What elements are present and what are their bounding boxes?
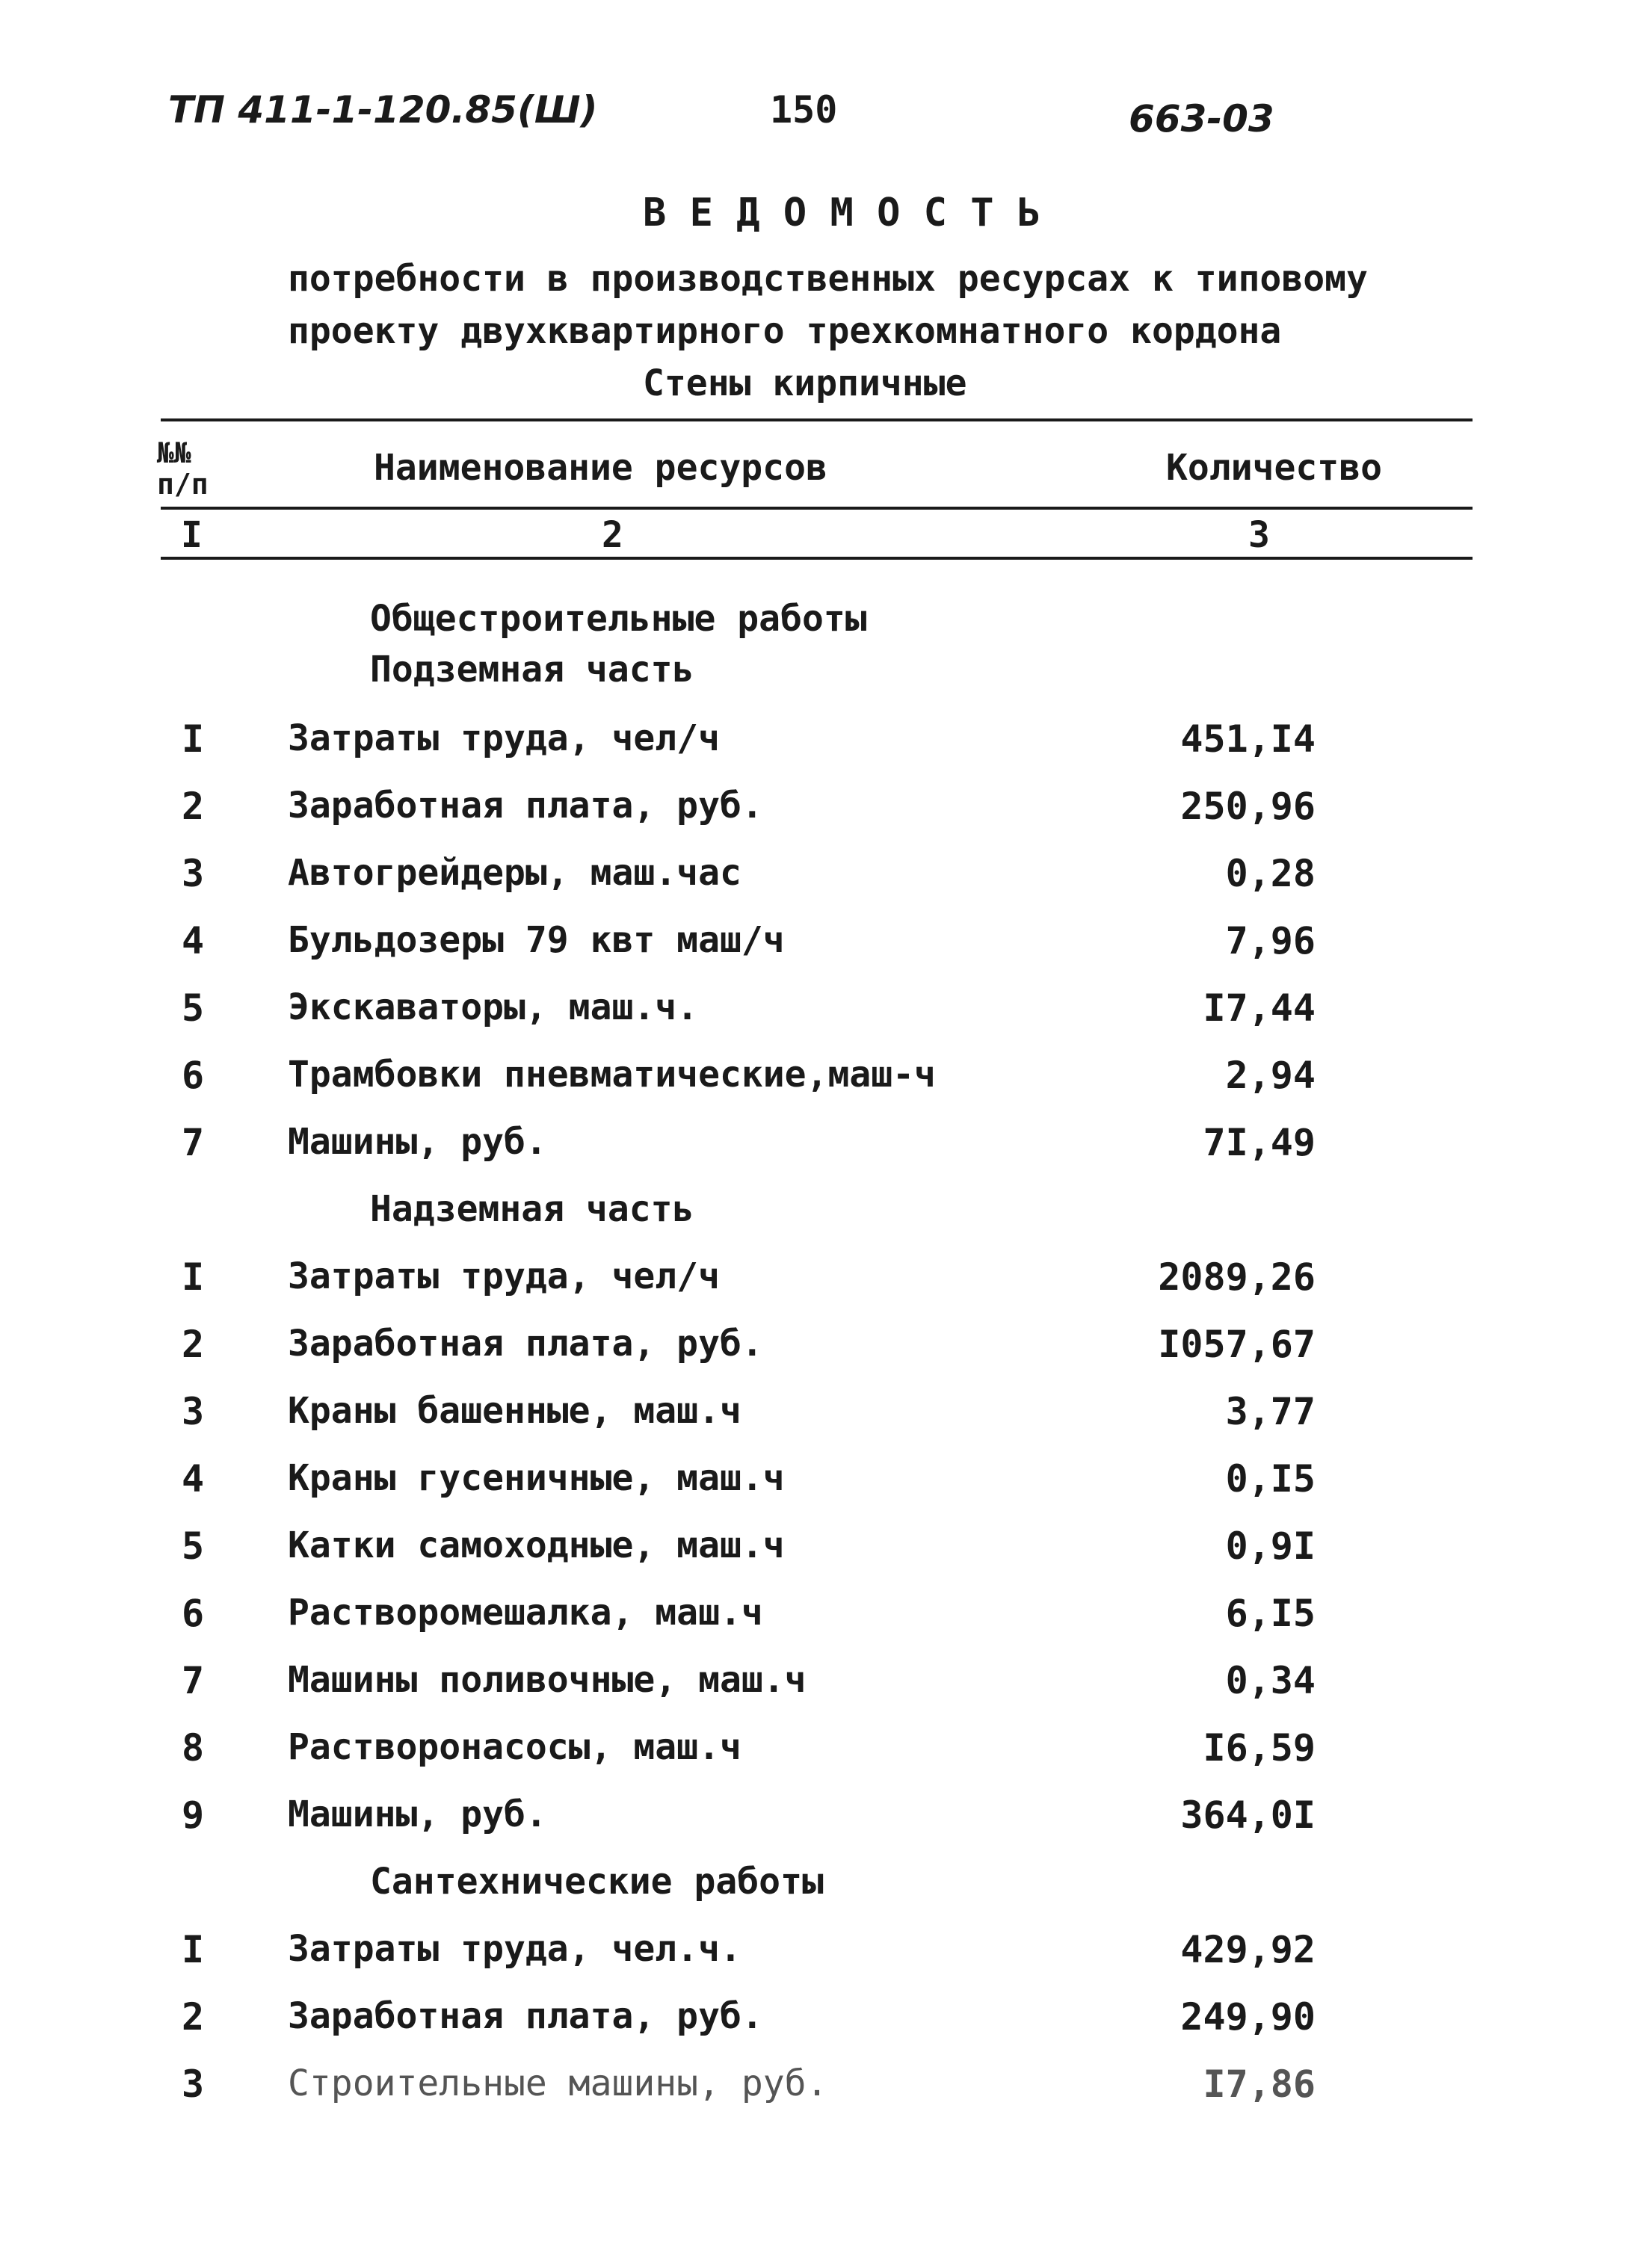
resource-quantity: 2089,26 <box>1158 1255 1316 1299</box>
resource-name: Строительные машины, руб. <box>288 2062 828 2104</box>
resource-name: Заработная плата, руб. <box>288 1995 763 2037</box>
resource-quantity: 250,96 <box>1180 785 1316 828</box>
resource-name: Растворомешалка, маш.ч <box>288 1592 763 1634</box>
resource-quantity: 3,77 <box>1225 1390 1316 1433</box>
row-number: 5 <box>181 1524 205 1568</box>
row-number: 7 <box>181 1659 205 1702</box>
sheet-code: 663-03 <box>1129 97 1274 140</box>
row-number: 6 <box>181 1592 205 1635</box>
resource-name: Машины, руб. <box>288 1793 547 1835</box>
section-title: Сантехнические работы <box>370 1861 824 1903</box>
row-number: I <box>181 1928 205 1971</box>
row-number: 6 <box>181 1054 205 1097</box>
resource-name: Краны гусеничные, маш.ч <box>288 1457 785 1499</box>
resource-name: Затраты труда, чел.ч. <box>288 1928 741 1970</box>
resource-name: Катки самоходные, маш.ч <box>288 1524 785 1566</box>
resource-quantity: 0,28 <box>1225 852 1316 895</box>
row-number: I <box>181 1255 205 1299</box>
resource-quantity: 7I,49 <box>1203 1121 1316 1164</box>
section-title: Общестроительные работы <box>370 598 867 640</box>
column-header-number: №№ п/п <box>157 436 209 501</box>
resource-quantity: I6,59 <box>1203 1726 1316 1770</box>
subsection-title: Подземная часть <box>370 649 694 690</box>
resource-quantity: 2,94 <box>1225 1054 1316 1097</box>
row-number: 3 <box>181 2062 205 2106</box>
resource-quantity: 364,0I <box>1180 1793 1316 1837</box>
table-top-rule <box>161 418 1473 421</box>
title-line-3: Стены кирпичные <box>643 362 967 404</box>
row-number: 7 <box>181 1121 205 1164</box>
resource-name: Краны башенные, маш.ч <box>288 1390 741 1432</box>
column-number-2: 2 <box>602 514 623 556</box>
row-number: I <box>181 717 205 761</box>
resource-name: Автогрейдеры, маш.час <box>288 852 741 894</box>
row-number: 2 <box>181 785 205 828</box>
document-heading: В Е Д О М О С Т Ь <box>643 191 1041 235</box>
row-number: 8 <box>181 1726 205 1770</box>
resource-name: Заработная плата, руб. <box>288 1323 763 1365</box>
table-header-rule <box>161 507 1473 510</box>
row-number: 2 <box>181 1995 205 2039</box>
column-number-1: I <box>181 514 203 556</box>
resource-name: Заработная плата, руб. <box>288 785 763 826</box>
resource-quantity: I057,67 <box>1158 1323 1316 1366</box>
resource-quantity: 429,92 <box>1180 1928 1316 1971</box>
resource-quantity: 6,I5 <box>1225 1592 1316 1635</box>
resource-quantity: 0,34 <box>1225 1659 1316 1702</box>
resource-name: Машины поливочные, маш.ч <box>288 1659 807 1701</box>
column-number-3: 3 <box>1248 514 1270 556</box>
row-number: 5 <box>181 986 205 1030</box>
resource-quantity: I7,86 <box>1203 2062 1316 2106</box>
resource-quantity: 0,9I <box>1225 1524 1316 1568</box>
resource-quantity: 0,I5 <box>1225 1457 1316 1501</box>
row-number: 3 <box>181 1390 205 1433</box>
resource-name: Затраты труда, чел/ч <box>288 1255 720 1297</box>
resource-name: Трамбовки пневматические,маш-ч <box>288 1054 936 1096</box>
column-header-name: Наименование ресурсов <box>374 447 827 489</box>
resource-name: Затраты труда, чел/ч <box>288 717 720 759</box>
row-number: 4 <box>181 1457 205 1501</box>
column-header-quantity: Количество <box>1166 447 1382 489</box>
resource-quantity: I7,44 <box>1203 986 1316 1030</box>
resource-name: Бульдозеры 79 квт маш/ч <box>288 919 785 961</box>
row-number: 2 <box>181 1323 205 1366</box>
row-number: 4 <box>181 919 205 962</box>
resource-quantity: 249,90 <box>1180 1995 1316 2039</box>
resource-name: Экскаваторы, маш.ч. <box>288 986 699 1028</box>
resource-quantity: 451,I4 <box>1180 717 1316 761</box>
title-line-2: проекту двухквартирного трехкомнатного кордона <box>288 310 1282 352</box>
title-line-1: потребности в производственных ресурсах к типовому <box>288 258 1368 300</box>
table-numbering-rule <box>161 557 1473 560</box>
page-number: 150 <box>770 88 838 132</box>
resource-name: Машины, руб. <box>288 1121 547 1163</box>
resource-name: Растворонасосы, маш.ч <box>288 1726 741 1768</box>
row-number: 9 <box>181 1793 205 1837</box>
resource-quantity: 7,96 <box>1225 919 1316 962</box>
document-code: ТП 411-1-120.85(Ш) <box>168 88 598 132</box>
subsection-title: Надземная часть <box>370 1188 694 1230</box>
row-number: 3 <box>181 852 205 895</box>
